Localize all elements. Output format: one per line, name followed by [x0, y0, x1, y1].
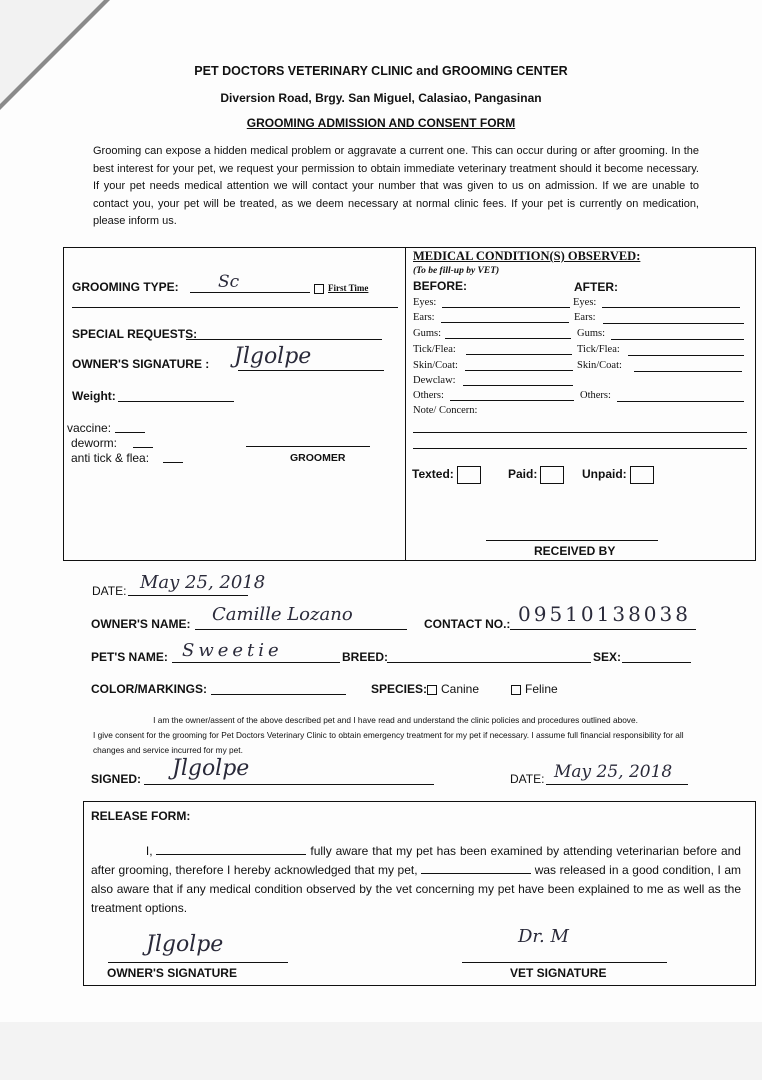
special-requests-field[interactable] [186, 339, 382, 340]
note-label: Note/ Concern: [413, 405, 478, 416]
paid-label: Paid: [508, 467, 538, 482]
before-others-label: Others: [413, 390, 444, 401]
before-gums-field[interactable] [445, 338, 571, 339]
canine-option[interactable] [427, 682, 479, 696]
after-label: AFTER: [574, 280, 618, 294]
contact-value: 09510138038 [518, 602, 691, 626]
breed-label: BREED: [342, 650, 389, 664]
consent-text [93, 713, 698, 758]
first-time-checkbox[interactable] [314, 283, 368, 294]
owner-name-label: OWNER'S NAME: [91, 617, 191, 631]
sex-field[interactable] [622, 662, 691, 663]
feline-label: Feline [525, 682, 558, 696]
after-others-label: Others: [580, 390, 611, 401]
after-skin-label: Skin/Coat: [577, 360, 622, 371]
before-dewclaw-field[interactable] [463, 385, 573, 386]
unpaid-checkbox[interactable] [582, 466, 654, 484]
color-label: COLOR/MARKINGS: [91, 682, 207, 696]
consent-line-1: I am the owner/assent of the above described pet and I have read and understand the clinic policies and procedures outlined above. [153, 715, 638, 725]
scan-bottom-margin [0, 1022, 762, 1080]
deworm-field[interactable] [133, 447, 153, 448]
release-owner-sig-field[interactable] [108, 962, 288, 963]
grooming-type-label: GROOMING TYPE: [72, 280, 179, 294]
release-owner-sig-label: OWNER'S SIGNATURE [107, 966, 237, 980]
contact-field[interactable] [510, 629, 696, 630]
grooming-type-value: Sc [218, 272, 240, 292]
canine-label: Canine [441, 682, 480, 696]
release-owner-sig-value: Jlgolpe [146, 932, 224, 957]
date-value: May 25, 2018 [140, 572, 266, 593]
vet-sig-field[interactable] [462, 962, 667, 963]
unpaid-label: Unpaid: [582, 467, 627, 482]
folded-corner-inner [0, 0, 104, 104]
paid-box[interactable] [540, 466, 564, 484]
after-gums-field[interactable] [611, 339, 744, 340]
clinic-name: PET DOCTORS VETERINARY CLINIC and GROOMING CENTER [194, 64, 568, 78]
before-eyes-field[interactable] [442, 307, 570, 308]
owner-name-value: Camille Lozano [212, 604, 353, 625]
owner-name-field[interactable] [195, 629, 407, 630]
pet-name-label: PET'S NAME: [91, 650, 168, 664]
color-field[interactable] [211, 694, 346, 695]
groomer-field[interactable] [246, 446, 370, 447]
feline-option[interactable] [511, 682, 558, 696]
pet-name-value: Sweetie [182, 640, 283, 661]
groomer-label: GROOMER [290, 452, 346, 464]
after-tick-label: Tick/Flea: [577, 344, 620, 355]
note-line-2[interactable] [413, 448, 747, 449]
date-field[interactable] [128, 595, 248, 596]
before-skin-label: Skin/Coat: [413, 360, 458, 371]
texted-box[interactable] [457, 466, 481, 484]
anti-tick-label: anti tick & flea: [71, 451, 150, 465]
signed-value: Jlgolpe [172, 756, 250, 781]
before-ears-field[interactable] [441, 322, 569, 323]
before-tick-label: Tick/Flea: [413, 344, 456, 355]
after-skin-field[interactable] [634, 371, 742, 372]
owner-signature-value: Jlgolpe [234, 344, 312, 369]
weight-label: Weight: [72, 389, 116, 403]
contact-label: CONTACT NO.: [424, 617, 511, 631]
after-tick-field[interactable] [628, 355, 744, 356]
texted-label: Texted: [412, 467, 454, 482]
grooming-type-line2 [72, 307, 398, 308]
before-dewclaw-label: Dewclaw: [413, 375, 456, 386]
clinic-address: Diversion Road, Brgy. San Miguel, Calasiao, Pangasinan [220, 91, 542, 105]
consent-date-field[interactable] [546, 784, 688, 785]
vaccine-label: vaccine: [67, 421, 112, 435]
first-time-box[interactable] [314, 284, 324, 294]
pet-name-field[interactable] [172, 662, 340, 663]
deworm-label: deworm: [71, 436, 118, 450]
vaccine-field[interactable] [115, 432, 145, 433]
vet-sig-label: VET SIGNATURE [510, 966, 607, 980]
species-label: SPECIES: [371, 682, 428, 696]
consent-date-value: May 25, 2018 [554, 762, 673, 782]
box-divider [405, 247, 406, 561]
before-tick-field[interactable] [466, 354, 572, 355]
release-i: I, [145, 844, 153, 858]
anti-tick-field[interactable] [163, 462, 183, 463]
owner-signature-label: OWNER'S SIGNATURE : [72, 357, 210, 371]
after-ears-field[interactable] [603, 323, 744, 324]
intro-paragraph: Grooming can expose a hidden medical problem or aggravate a current one. This can occur during or after grooming. In the best interest for your pet, we request your permission to obtain immediate veterinary treatment should it become necessary. If your pet needs medical attention we will contact your number that was given to us on admission. If we are unable to contact you, your pet will be treated, as we deem necessary at normal clinic fees. If your pet is currently on medication, please inform us. [93, 145, 699, 227]
release-text-b: was released in a good condition, I am also aware that if any medical condition observed by the vet concerning my pet have been explained to me as well as the treatment options. [91, 863, 741, 915]
texted-checkbox[interactable] [412, 466, 481, 484]
after-eyes-field[interactable] [602, 307, 740, 308]
paid-checkbox[interactable] [508, 466, 564, 484]
after-gums-label: Gums: [577, 328, 606, 339]
first-time-label: First Time [328, 283, 369, 293]
weight-field[interactable] [118, 401, 234, 402]
signed-field[interactable] [144, 784, 434, 785]
date-label: DATE: [92, 584, 127, 598]
release-text [91, 842, 741, 918]
release-text-a: fully aware that my pet has been examined by attending veterinarian before and after grooming, therefore I hereby acknowledged that my pet, [91, 844, 741, 877]
canine-box[interactable] [427, 685, 437, 695]
feline-box[interactable] [511, 685, 521, 695]
release-name-field[interactable] [156, 842, 306, 855]
before-gums-label: Gums: [413, 328, 442, 339]
release-title: RELEASE FORM: [91, 809, 191, 823]
before-others-field[interactable] [450, 400, 574, 401]
after-others-field[interactable] [617, 401, 744, 402]
signed-label: SIGNED: [91, 772, 142, 786]
medical-title: MEDICAL CONDITION(S) OBSERVED: [413, 249, 641, 263]
after-eyes-label: Eyes: [573, 297, 597, 308]
received-by-field[interactable] [486, 540, 658, 541]
note-line-1[interactable] [413, 432, 747, 433]
before-skin-field[interactable] [465, 370, 573, 371]
grooming-type-field[interactable] [190, 292, 310, 293]
breed-field[interactable] [387, 662, 591, 663]
received-by-label: RECEIVED BY [534, 544, 616, 558]
release-pet-field[interactable] [421, 861, 531, 874]
grooming-medical-box [63, 247, 756, 561]
medical-subtitle: (To be fill-up by VET) [413, 266, 500, 276]
vet-sig-value: Dr. M [518, 926, 569, 947]
before-label: BEFORE: [413, 279, 467, 293]
form-title: GROOMING ADMISSION AND CONSENT FORM [246, 116, 516, 130]
after-ears-label: Ears: [574, 312, 596, 323]
consent-date-label: DATE: [510, 772, 545, 786]
before-ears-label: Ears: [413, 312, 435, 323]
sex-label: SEX: [593, 650, 622, 664]
unpaid-box[interactable] [630, 466, 654, 484]
consent-line-2: I give consent for the grooming for Pet Doctors Veterinary Clinic to obtain emergency treatment for my pet if necessary. I assume full financial responsibility for all changes and service incurred for my pet. [93, 730, 684, 755]
before-eyes-label: Eyes: [413, 297, 437, 308]
special-requests-label: SPECIAL REQUESTS: [72, 327, 198, 341]
owner-signature-field[interactable] [238, 370, 384, 371]
